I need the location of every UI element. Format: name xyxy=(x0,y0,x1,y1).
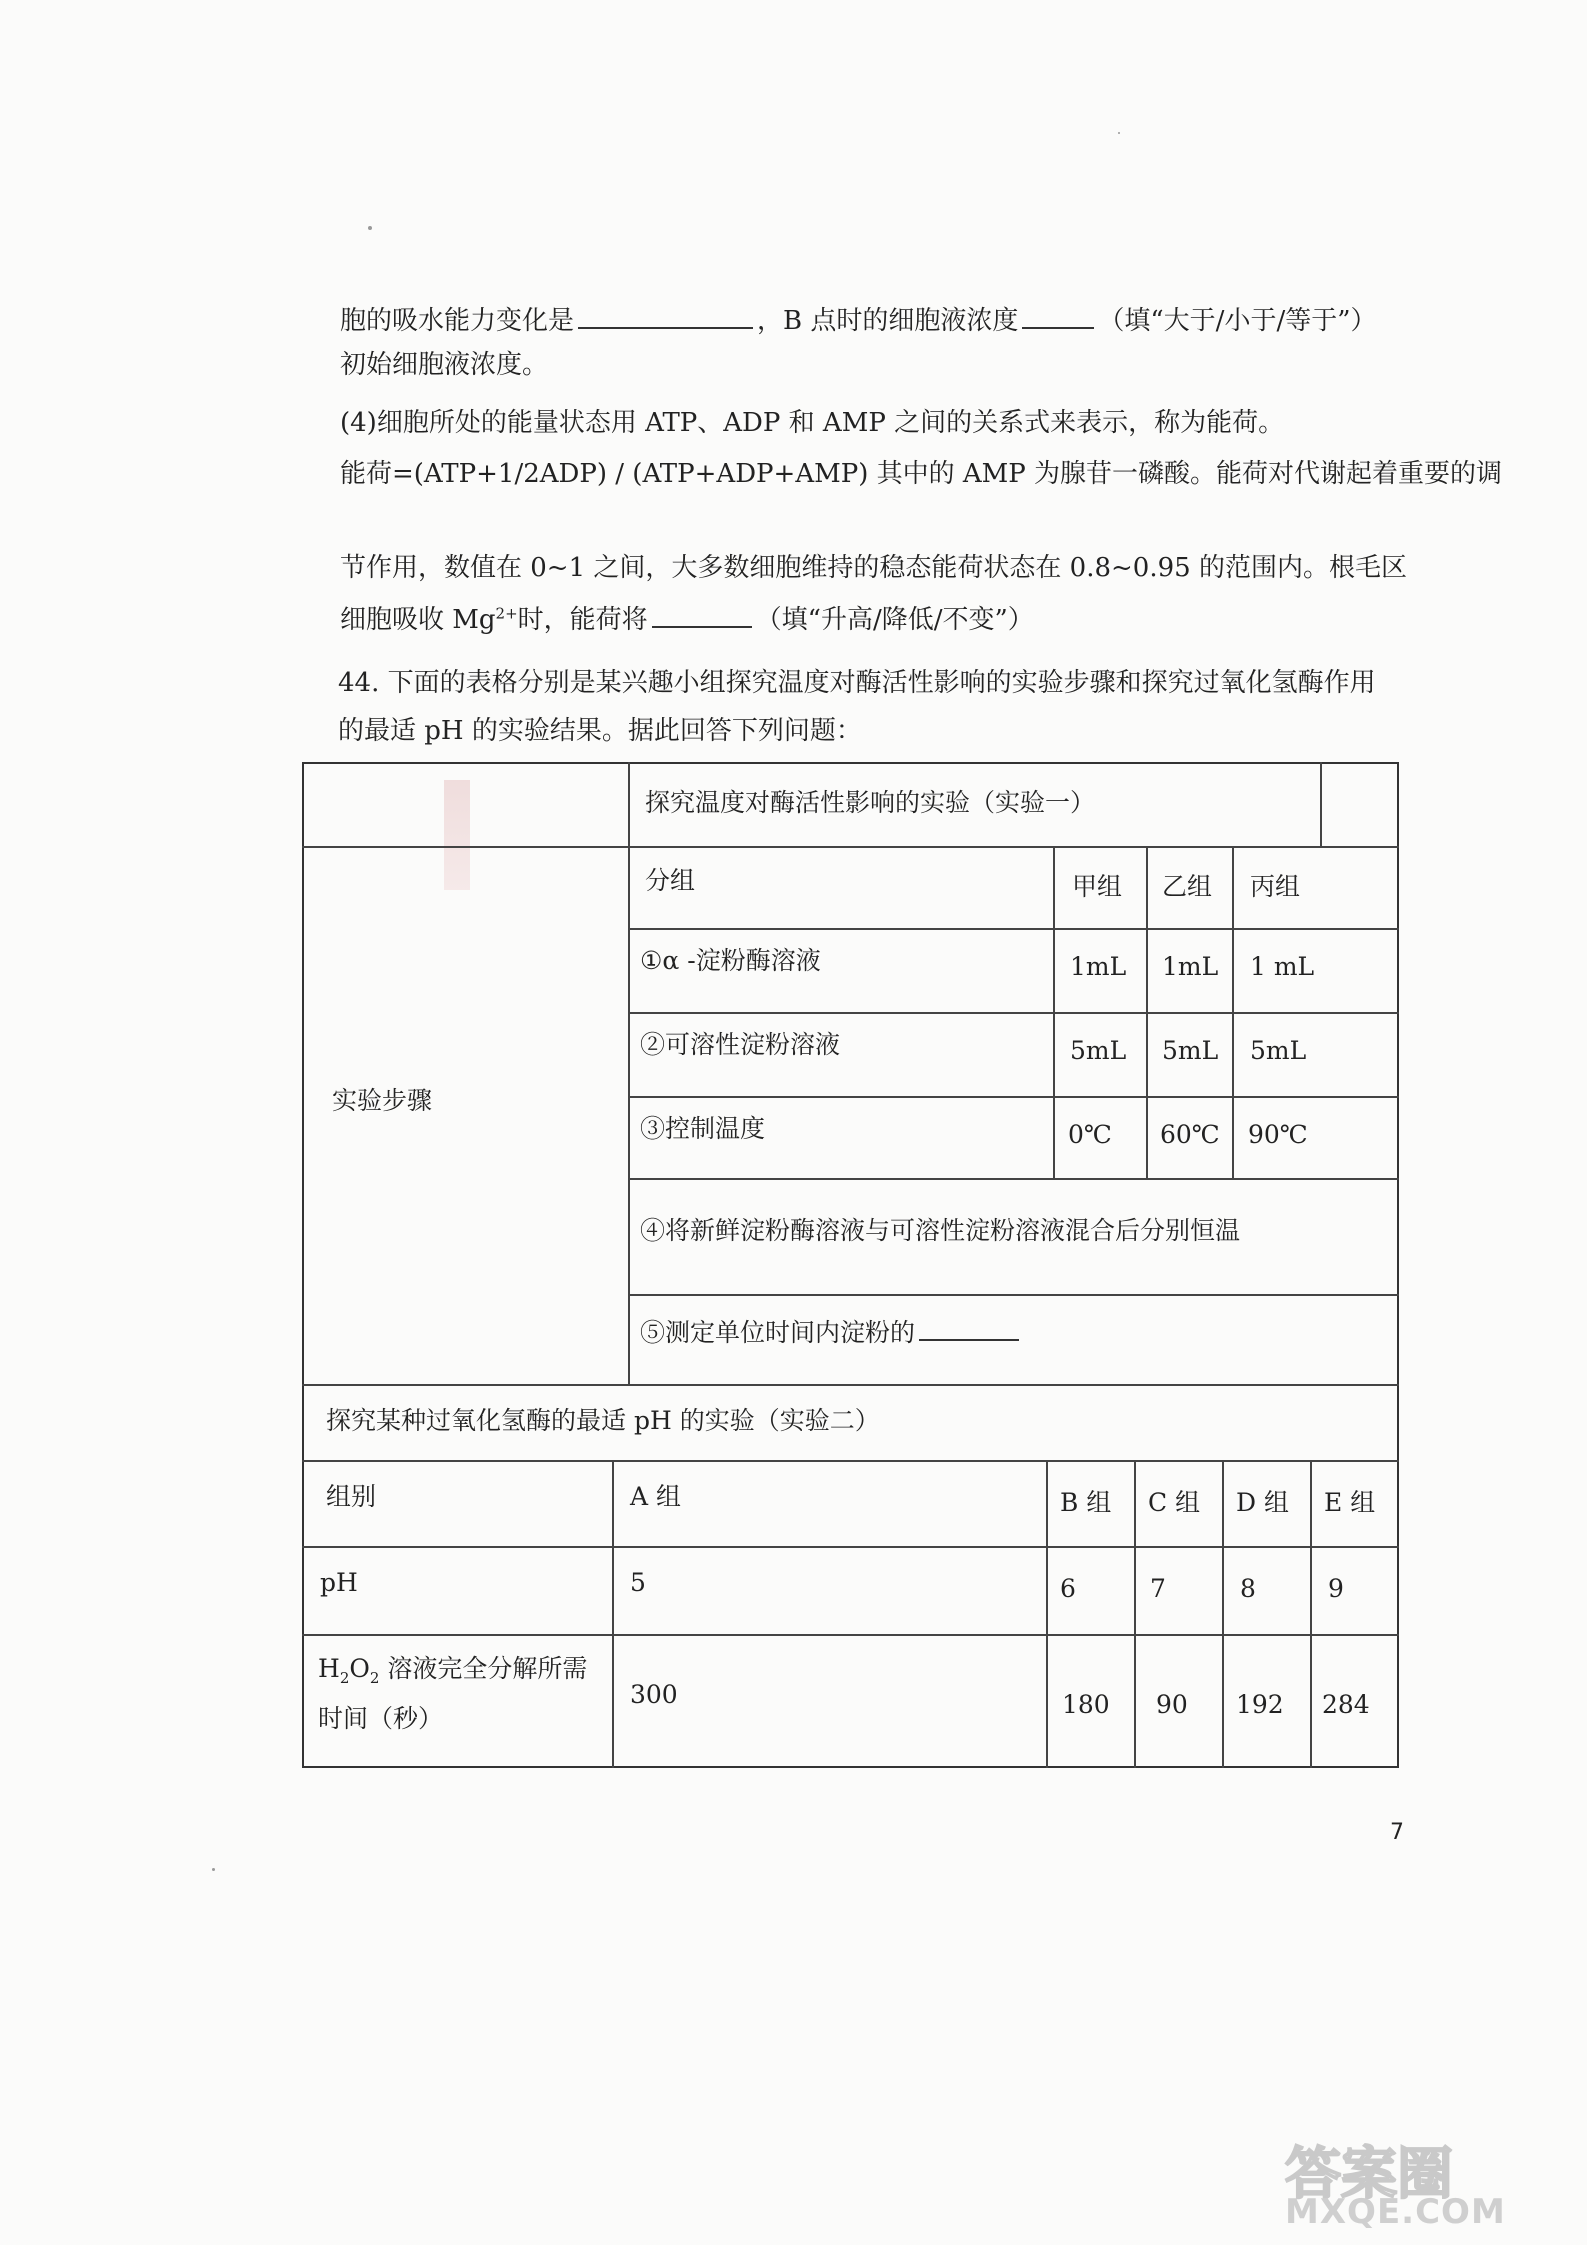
table2-time-value: 192 xyxy=(1236,1690,1284,1719)
text-line: 能荷=(ATP+1/2ADP) / (ATP+ADP+AMP) 其中的 AMP 为腺苷一磷酸。能荷对代谢起着重要的调 xyxy=(340,459,1503,489)
text-fragment: ，B 点时的细胞液浓度 xyxy=(757,306,1019,336)
table-rule xyxy=(1310,1460,1312,1768)
text-fragment: 溶液完全分解所需 xyxy=(379,1654,588,1683)
text-fragment: （填“大于/小于/等于”） xyxy=(1098,306,1377,336)
table-rule xyxy=(302,1460,1399,1462)
table2-header: D 组 xyxy=(1236,1488,1289,1517)
table-rule xyxy=(628,928,1399,930)
text-line: 初始细胞液浓度。 xyxy=(340,350,549,380)
table-rule xyxy=(628,1294,1399,1296)
page-number: 7 xyxy=(1390,1820,1404,1845)
question-44-line: 44. 下面的表格分别是某兴趣小组探究温度对酶活性影响的实验步骤和探究过氧化氢酶作用 xyxy=(338,668,1376,698)
table1-header: 分组 xyxy=(645,866,696,895)
text-line: (4)细胞所处的能量状态用 ATP、ADP 和 AMP 之间的关系式来表示，称为能荷。 xyxy=(340,408,1285,438)
text-fragment: 细胞吸收 Mg xyxy=(340,605,496,635)
table1-cell: ③控制温度 xyxy=(640,1114,766,1143)
table2-header: A 组 xyxy=(630,1482,682,1511)
experiment-table xyxy=(302,762,1399,1768)
table1-cell: 5mL xyxy=(1162,1036,1219,1065)
table-rule xyxy=(302,1634,1399,1636)
text-fragment: H xyxy=(318,1654,340,1683)
table2-time-value: 300 xyxy=(630,1680,678,1709)
table2-time-value: 90 xyxy=(1156,1690,1188,1719)
site-watermark xyxy=(1285,2130,1575,2230)
table-rule xyxy=(302,1384,1399,1386)
table1-cell: 0℃ xyxy=(1068,1120,1112,1149)
table-rule xyxy=(1134,1460,1136,1768)
table-rule xyxy=(302,846,1399,848)
subscript: 2 xyxy=(369,1669,380,1687)
table-rule xyxy=(1222,1460,1224,1768)
table2-ph-value: 6 xyxy=(1060,1574,1076,1603)
table-rule xyxy=(628,762,630,1384)
table2-ph-value: 7 xyxy=(1150,1574,1166,1603)
table2-header: C 组 xyxy=(1148,1488,1201,1517)
table1-cell: ①α -淀粉酶溶液 xyxy=(640,946,821,975)
table1-cell: 60℃ xyxy=(1160,1120,1220,1149)
table-rule xyxy=(628,1096,1399,1098)
table1-header: 丙组 xyxy=(1250,872,1301,901)
table1-row-label: 实验步骤 xyxy=(332,1086,433,1115)
table2-ph-value: 8 xyxy=(1240,1574,1256,1603)
text-fragment: （填“升高/降低/不变”） xyxy=(755,605,1034,635)
table1-header: 甲组 xyxy=(1072,872,1123,901)
table-rule xyxy=(302,1546,1399,1548)
table-rule xyxy=(1232,846,1234,1178)
scan-speck xyxy=(1118,132,1120,134)
text-line: 节作用，数值在 0~1 之间，大多数细胞维持的稳态能荷状态在 0.8~0.95 的范围内。根毛区 xyxy=(340,553,1407,583)
answer-blank[interactable] xyxy=(1022,305,1094,329)
table-rule xyxy=(1046,1460,1048,1768)
watermark-en: MXQE.COM xyxy=(1285,2192,1506,2232)
table-rule xyxy=(1320,762,1322,846)
question-44-line: 的最适 pH 的实验结果。据此回答下列问题： xyxy=(338,716,862,746)
table2-time-label xyxy=(318,1650,587,1690)
table1-cell: 1mL xyxy=(1162,952,1219,981)
table-rule xyxy=(1053,846,1055,1178)
scan-speck xyxy=(368,226,372,230)
table1-cell: 1mL xyxy=(1070,952,1127,981)
table1-title: 探究温度对酶活性影响的实验（实验一） xyxy=(645,788,1096,817)
text-line xyxy=(340,604,1034,633)
table1-step5 xyxy=(640,1314,1023,1352)
table2-ph-label: pH xyxy=(320,1568,358,1597)
table-rule xyxy=(1146,846,1148,1178)
watermark-cn: 答案圈 xyxy=(1285,2142,1453,2207)
subscript: 2 xyxy=(339,1669,350,1687)
table1-cell: 1 mL xyxy=(1250,952,1315,981)
answer-blank[interactable] xyxy=(919,1317,1019,1341)
table2-header: B 组 xyxy=(1060,1488,1112,1517)
table-rule xyxy=(628,1178,1399,1180)
table-rule xyxy=(628,1012,1399,1014)
table2-header: E 组 xyxy=(1324,1488,1376,1517)
table2-ph-value: 9 xyxy=(1328,1574,1344,1603)
text-fragment: O xyxy=(349,1654,370,1683)
table1-cell: ②可溶性淀粉溶液 xyxy=(640,1030,841,1059)
table1-cell: 5mL xyxy=(1250,1036,1307,1065)
table2-header: 组别 xyxy=(326,1482,377,1511)
table2-ph-value: 5 xyxy=(630,1568,646,1597)
text-fragment: 胞的吸水能力变化是 xyxy=(340,306,575,336)
answer-blank[interactable] xyxy=(652,604,752,628)
table-rule xyxy=(612,1460,614,1768)
table1-step4: ④将新鲜淀粉酶溶液与可溶性淀粉溶液混合后分别恒温 xyxy=(640,1216,1241,1245)
table1-cell: 90℃ xyxy=(1248,1120,1308,1149)
table2-time-value: 284 xyxy=(1322,1690,1370,1719)
table1-header: 乙组 xyxy=(1162,872,1213,901)
superscript: 2+ xyxy=(495,604,518,623)
table2-title: 探究某种过氧化氢酶的最适 pH 的实验（实验二） xyxy=(326,1406,880,1435)
text-line xyxy=(340,305,1377,334)
answer-blank[interactable] xyxy=(578,305,753,329)
text-fragment: 时，能荷将 xyxy=(517,605,648,635)
text-fragment: ⑤测定单位时间内淀粉的 xyxy=(640,1318,916,1347)
table1-cell: 5mL xyxy=(1070,1036,1127,1065)
table2-time-value: 180 xyxy=(1062,1690,1110,1719)
scan-speck xyxy=(212,1868,215,1871)
table2-time-label: 时间（秒） xyxy=(318,1704,444,1733)
